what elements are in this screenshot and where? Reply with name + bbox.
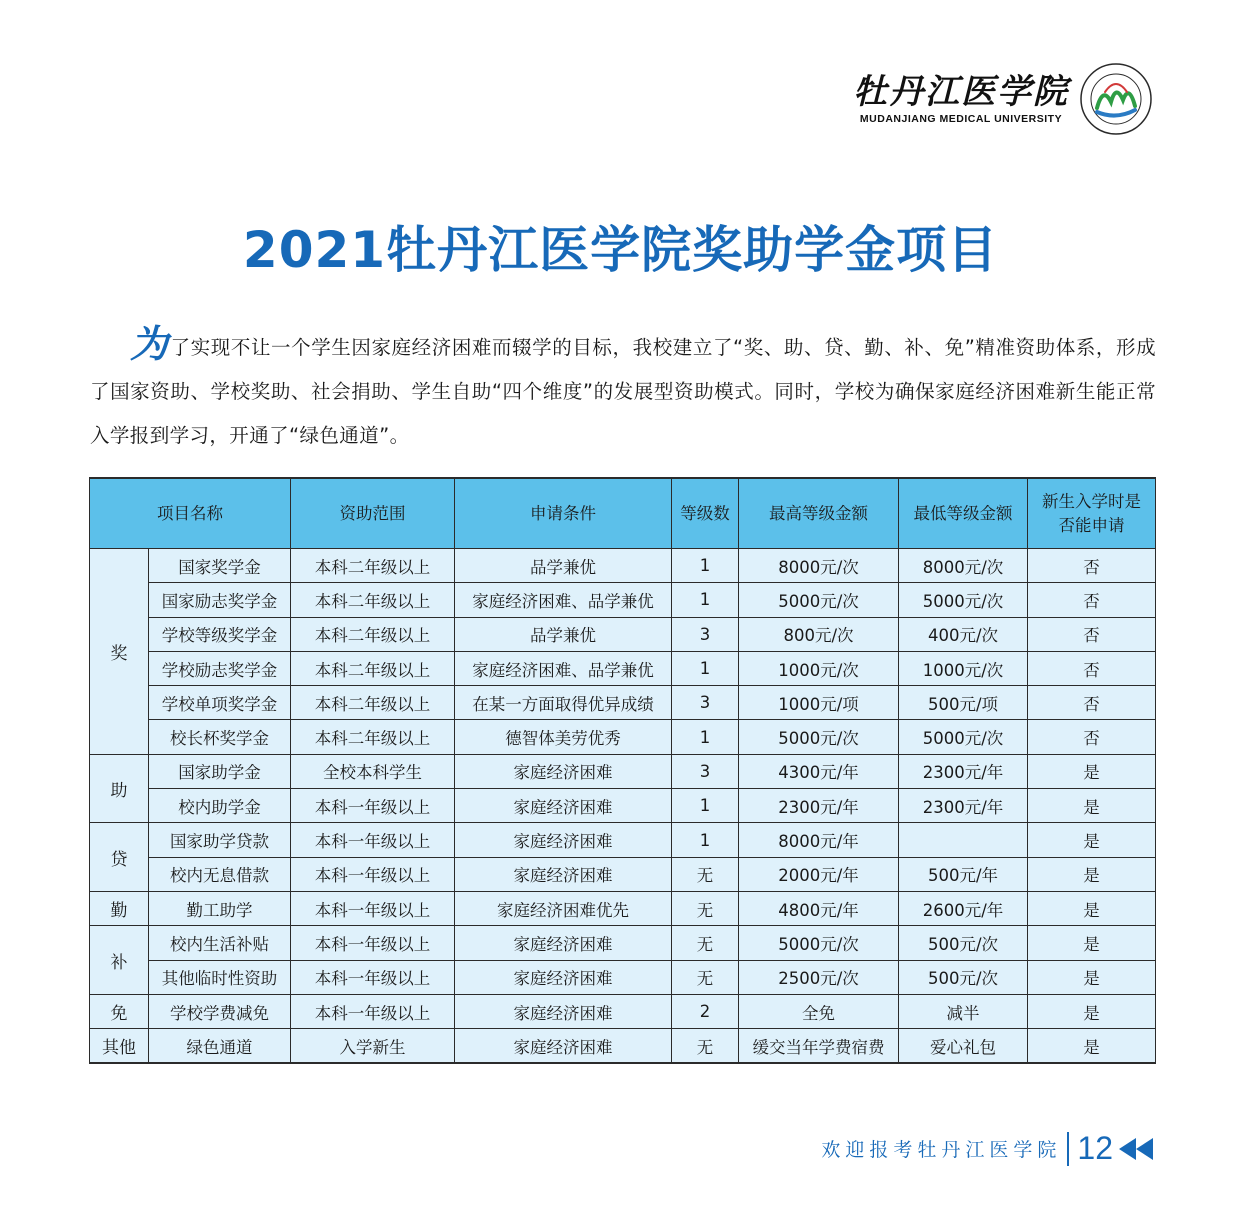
project-name-cell: 国家奖学金 bbox=[149, 549, 291, 583]
header-max-amount: 最高等级金额 bbox=[739, 478, 899, 549]
min-amount-cell: 400元/次 bbox=[899, 617, 1028, 651]
freshman-eligible-cell: 否 bbox=[1028, 549, 1156, 583]
levels-cell: 无 bbox=[672, 960, 739, 994]
footer bbox=[821, 1130, 1153, 1167]
conditions-cell: 家庭经济困难 bbox=[455, 960, 672, 994]
page-number: 12 bbox=[1077, 1130, 1113, 1166]
freshman-eligible-cell: 是 bbox=[1028, 926, 1156, 960]
scope-cell: 本科一年级以上 bbox=[291, 857, 455, 891]
freshman-eligible-cell: 是 bbox=[1028, 754, 1156, 788]
levels-cell: 3 bbox=[672, 686, 739, 720]
conditions-cell: 家庭经济困难 bbox=[455, 789, 672, 823]
category-cell: 勤 bbox=[90, 891, 149, 925]
scope-cell: 本科二年级以上 bbox=[291, 583, 455, 617]
header-logo bbox=[853, 62, 1153, 136]
project-name-cell: 校内助学金 bbox=[149, 789, 291, 823]
logo-english-name: MUDANJIANG MEDICAL UNIVERSITY bbox=[859, 113, 1063, 125]
project-name-cell: 绿色通道 bbox=[149, 1029, 291, 1064]
freshman-eligible-cell: 是 bbox=[1028, 823, 1156, 857]
freshman-eligible-cell: 是 bbox=[1028, 1029, 1156, 1064]
category-cell: 奖 bbox=[90, 549, 149, 755]
min-amount-cell: 2600元/年 bbox=[899, 891, 1028, 925]
intro-paragraph bbox=[90, 322, 1156, 458]
category-cell: 其他 bbox=[90, 1029, 149, 1064]
intro-text: 了实现不让一个学生因家庭经济困难而辍学的目标，我校建立了“奖、助、贷、勤、补、免”精准资助体系，形成了国家资助、学校奖助、社会捐助、学生自助“四个维度”的发展型资助模式。同时，学校为确保家庭经济困难新生能正常入学报到学习，开通了“绿色通道”。 bbox=[90, 336, 1156, 447]
conditions-cell: 家庭经济困难、品学兼优 bbox=[455, 651, 672, 685]
levels-cell: 无 bbox=[672, 926, 739, 960]
max-amount-cell: 5000元/次 bbox=[739, 720, 899, 754]
conditions-cell: 家庭经济困难 bbox=[455, 823, 672, 857]
scope-cell: 本科二年级以上 bbox=[291, 686, 455, 720]
header-levels: 等级数 bbox=[672, 478, 739, 549]
conditions-cell: 家庭经济困难 bbox=[455, 754, 672, 788]
max-amount-cell: 1000元/项 bbox=[739, 686, 899, 720]
header-conditions: 申请条件 bbox=[455, 478, 672, 549]
min-amount-cell: 爱心礼包 bbox=[899, 1029, 1028, 1064]
levels-cell: 无 bbox=[672, 891, 739, 925]
scope-cell: 本科一年级以上 bbox=[291, 891, 455, 925]
min-amount-cell: 8000元/次 bbox=[899, 549, 1028, 583]
table-row bbox=[90, 754, 1156, 788]
min-amount-cell: 1000元/次 bbox=[899, 651, 1028, 685]
levels-cell: 无 bbox=[672, 857, 739, 891]
category-cell: 助 bbox=[90, 754, 149, 823]
project-name-cell: 学校单项奖学金 bbox=[149, 686, 291, 720]
levels-cell: 1 bbox=[672, 651, 739, 685]
conditions-cell: 品学兼优 bbox=[455, 617, 672, 651]
min-amount-cell: 500元/次 bbox=[899, 960, 1028, 994]
scope-cell: 本科一年级以上 bbox=[291, 960, 455, 994]
table-row bbox=[90, 549, 1156, 583]
freshman-eligible-cell: 是 bbox=[1028, 994, 1156, 1028]
max-amount-cell: 800元/次 bbox=[739, 617, 899, 651]
conditions-cell: 家庭经济困难 bbox=[455, 857, 672, 891]
project-name-cell: 校长杯奖学金 bbox=[149, 720, 291, 754]
project-name-cell: 国家助学金 bbox=[149, 754, 291, 788]
logo-chinese-name: 牡丹江医学院 bbox=[853, 72, 1069, 112]
freshman-eligible-cell: 否 bbox=[1028, 583, 1156, 617]
freshman-eligible-cell: 是 bbox=[1028, 789, 1156, 823]
scope-cell: 本科一年级以上 bbox=[291, 926, 455, 960]
levels-cell: 1 bbox=[672, 583, 739, 617]
header-min-amount: 最低等级金额 bbox=[899, 478, 1028, 549]
conditions-cell: 在某一方面取得优异成绩 bbox=[455, 686, 672, 720]
table-row bbox=[90, 720, 1156, 754]
project-name-cell: 国家励志奖学金 bbox=[149, 583, 291, 617]
conditions-cell: 家庭经济困难优先 bbox=[455, 891, 672, 925]
max-amount-cell: 1000元/次 bbox=[739, 651, 899, 685]
logo-text bbox=[853, 73, 1069, 125]
table-row bbox=[90, 686, 1156, 720]
max-amount-cell: 5000元/次 bbox=[739, 583, 899, 617]
category-cell: 免 bbox=[90, 994, 149, 1028]
table-row bbox=[90, 891, 1156, 925]
scope-cell: 入学新生 bbox=[291, 1029, 455, 1064]
project-name-cell: 校内无息借款 bbox=[149, 857, 291, 891]
levels-cell: 1 bbox=[672, 720, 739, 754]
max-amount-cell: 2500元/次 bbox=[739, 960, 899, 994]
levels-cell: 1 bbox=[672, 789, 739, 823]
max-amount-cell: 5000元/次 bbox=[739, 926, 899, 960]
scope-cell: 本科二年级以上 bbox=[291, 617, 455, 651]
freshman-eligible-cell: 否 bbox=[1028, 720, 1156, 754]
max-amount-cell: 全免 bbox=[739, 994, 899, 1028]
double-left-arrow-icon bbox=[1119, 1138, 1153, 1160]
min-amount-cell: 500元/年 bbox=[899, 857, 1028, 891]
min-amount-cell: 2300元/年 bbox=[899, 754, 1028, 788]
project-name-cell: 学校学费减免 bbox=[149, 994, 291, 1028]
project-name-cell: 学校等级奖学金 bbox=[149, 617, 291, 651]
header-freshman-eligible: 新生入学时是否能申请 bbox=[1028, 478, 1156, 549]
table-header-row bbox=[90, 478, 1156, 549]
scope-cell: 本科一年级以上 bbox=[291, 789, 455, 823]
scope-cell: 本科一年级以上 bbox=[291, 994, 455, 1028]
max-amount-cell: 4300元/年 bbox=[739, 754, 899, 788]
conditions-cell: 家庭经济困难 bbox=[455, 1029, 672, 1064]
header-scope: 资助范围 bbox=[291, 478, 455, 549]
levels-cell: 2 bbox=[672, 994, 739, 1028]
max-amount-cell: 8000元/次 bbox=[739, 549, 899, 583]
min-amount-cell: 5000元/次 bbox=[899, 720, 1028, 754]
intro-dropcap: 为 bbox=[130, 321, 169, 366]
header-project-name: 项目名称 bbox=[90, 478, 291, 549]
conditions-cell: 品学兼优 bbox=[455, 549, 672, 583]
category-cell: 贷 bbox=[90, 823, 149, 892]
project-name-cell: 校内生活补贴 bbox=[149, 926, 291, 960]
levels-cell: 3 bbox=[672, 754, 739, 788]
table-row bbox=[90, 857, 1156, 891]
project-name-cell: 勤工助学 bbox=[149, 891, 291, 925]
min-amount-cell: 减半 bbox=[899, 994, 1028, 1028]
table-row bbox=[90, 1029, 1156, 1064]
scope-cell: 本科二年级以上 bbox=[291, 549, 455, 583]
freshman-eligible-cell: 否 bbox=[1028, 686, 1156, 720]
min-amount-cell: 500元/次 bbox=[899, 926, 1028, 960]
conditions-cell: 德智体美劳优秀 bbox=[455, 720, 672, 754]
table-row bbox=[90, 651, 1156, 685]
levels-cell: 3 bbox=[672, 617, 739, 651]
levels-cell: 1 bbox=[672, 549, 739, 583]
category-cell: 补 bbox=[90, 926, 149, 995]
min-amount-cell bbox=[899, 823, 1028, 857]
table-row bbox=[90, 926, 1156, 960]
table-row bbox=[90, 617, 1156, 651]
freshman-eligible-cell: 否 bbox=[1028, 651, 1156, 685]
freshman-eligible-cell: 是 bbox=[1028, 960, 1156, 994]
freshman-eligible-cell: 是 bbox=[1028, 891, 1156, 925]
max-amount-cell: 缓交当年学费宿费 bbox=[739, 1029, 899, 1064]
table-row bbox=[90, 823, 1156, 857]
freshman-eligible-cell: 是 bbox=[1028, 857, 1156, 891]
scope-cell: 本科二年级以上 bbox=[291, 651, 455, 685]
scope-cell: 本科二年级以上 bbox=[291, 720, 455, 754]
conditions-cell: 家庭经济困难 bbox=[455, 926, 672, 960]
university-emblem-icon bbox=[1079, 62, 1153, 136]
footer-slogan: 欢迎报考牡丹江医学院 bbox=[821, 1139, 1062, 1161]
freshman-eligible-cell: 否 bbox=[1028, 617, 1156, 651]
max-amount-cell: 8000元/年 bbox=[739, 823, 899, 857]
conditions-cell: 家庭经济困难 bbox=[455, 994, 672, 1028]
project-name-cell: 其他临时性资助 bbox=[149, 960, 291, 994]
min-amount-cell: 5000元/次 bbox=[899, 583, 1028, 617]
page-title: 2021牡丹江医学院奖助学金项目 bbox=[242, 221, 999, 279]
footer-divider bbox=[1067, 1132, 1069, 1166]
levels-cell: 1 bbox=[672, 823, 739, 857]
min-amount-cell: 500元/项 bbox=[899, 686, 1028, 720]
max-amount-cell: 2300元/年 bbox=[739, 789, 899, 823]
table-row bbox=[90, 960, 1156, 994]
table-row bbox=[90, 583, 1156, 617]
project-name-cell: 学校励志奖学金 bbox=[149, 651, 291, 685]
table-row bbox=[90, 789, 1156, 823]
table-row bbox=[90, 994, 1156, 1028]
aid-table bbox=[89, 477, 1156, 1064]
project-name-cell: 国家助学贷款 bbox=[149, 823, 291, 857]
conditions-cell: 家庭经济困难、品学兼优 bbox=[455, 583, 672, 617]
levels-cell: 无 bbox=[672, 1029, 739, 1064]
max-amount-cell: 2000元/年 bbox=[739, 857, 899, 891]
min-amount-cell: 2300元/年 bbox=[899, 789, 1028, 823]
scope-cell: 全校本科学生 bbox=[291, 754, 455, 788]
max-amount-cell: 4800元/年 bbox=[739, 891, 899, 925]
scope-cell: 本科一年级以上 bbox=[291, 823, 455, 857]
